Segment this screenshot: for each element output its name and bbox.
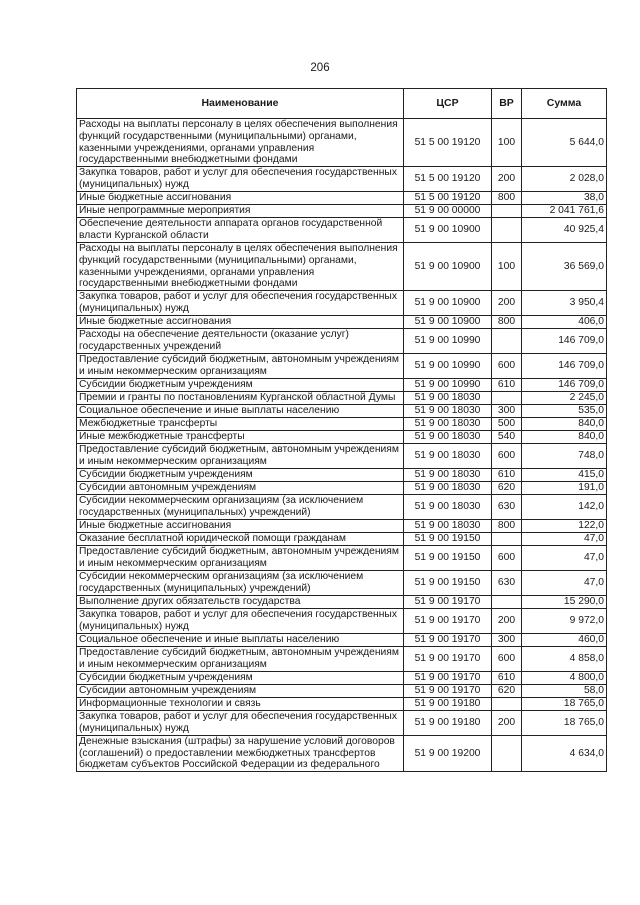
table-row bbox=[77, 711, 607, 736]
row-sum-cell: 142,0 bbox=[522, 495, 607, 520]
row-sum-cell: 40 925,4 bbox=[522, 218, 607, 243]
row-name-cell: Социальное обеспечение и иные выплаты населению bbox=[77, 405, 404, 418]
row-csr-cell: 51 9 00 10990 bbox=[404, 354, 492, 379]
row-sum-cell: 122,0 bbox=[522, 520, 607, 533]
row-csr-cell: 51 9 00 18030 bbox=[404, 431, 492, 444]
row-name-cell: Расходы на обеспечение деятельности (оказание услуг) государственных учреждений bbox=[77, 329, 404, 354]
row-name-cell: Иные бюджетные ассигнования bbox=[77, 192, 404, 205]
row-sum-cell: 36 569,0 bbox=[522, 243, 607, 291]
table-row bbox=[77, 167, 607, 192]
header-sum: Сумма bbox=[522, 89, 607, 119]
row-vr-cell: 200 bbox=[492, 711, 522, 736]
table-row bbox=[77, 495, 607, 520]
row-csr-cell: 51 9 00 19170 bbox=[404, 596, 492, 609]
row-name-cell: Субсидии бюджетным учреждениям bbox=[77, 672, 404, 685]
table-row bbox=[77, 119, 607, 167]
row-vr-cell: 610 bbox=[492, 672, 522, 685]
row-name-cell: Закупка товаров, работ и услуг для обеспечения государственных (муниципальных) нужд bbox=[77, 167, 404, 192]
row-sum-cell: 4 634,0 bbox=[522, 736, 607, 772]
row-csr-cell: 51 9 00 18030 bbox=[404, 469, 492, 482]
row-sum-cell: 18 765,0 bbox=[522, 698, 607, 711]
table-row bbox=[77, 431, 607, 444]
table-row bbox=[77, 218, 607, 243]
row-vr-cell bbox=[492, 392, 522, 405]
row-csr-cell: 51 5 00 19120 bbox=[404, 167, 492, 192]
row-sum-cell: 2 028,0 bbox=[522, 167, 607, 192]
table-row bbox=[77, 533, 607, 546]
row-vr-cell: 100 bbox=[492, 243, 522, 291]
row-csr-cell: 51 9 00 00000 bbox=[404, 205, 492, 218]
row-csr-cell: 51 9 00 18030 bbox=[404, 418, 492, 431]
row-sum-cell: 5 644,0 bbox=[522, 119, 607, 167]
row-vr-cell bbox=[492, 596, 522, 609]
row-name-cell: Предоставление субсидий бюджетным, автономным учреждениям и иным некоммерческим организациям bbox=[77, 354, 404, 379]
row-name-cell: Предоставление субсидий бюджетным, автономным учреждениям и иным некоммерческим организациям bbox=[77, 546, 404, 571]
row-name-cell: Иные бюджетные ассигнования bbox=[77, 520, 404, 533]
row-sum-cell: 38,0 bbox=[522, 192, 607, 205]
row-csr-cell: 51 9 00 19180 bbox=[404, 698, 492, 711]
table-row bbox=[77, 444, 607, 469]
table-row bbox=[77, 571, 607, 596]
row-sum-cell: 2 041 761,6 bbox=[522, 205, 607, 218]
row-name-cell: Обеспечение деятельности аппарата органов государственной власти Курганской области bbox=[77, 218, 404, 243]
row-name-cell: Субсидии некоммерческим организациям (за исключением государственных (муниципальных) учреждений) bbox=[77, 571, 404, 596]
row-csr-cell: 51 5 00 19120 bbox=[404, 119, 492, 167]
row-vr-cell: 300 bbox=[492, 405, 522, 418]
row-csr-cell: 51 9 00 18030 bbox=[404, 444, 492, 469]
row-vr-cell: 630 bbox=[492, 495, 522, 520]
row-vr-cell: 600 bbox=[492, 354, 522, 379]
row-sum-cell: 415,0 bbox=[522, 469, 607, 482]
row-csr-cell: 51 9 00 18030 bbox=[404, 495, 492, 520]
table-row bbox=[77, 243, 607, 291]
row-name-cell: Субсидии автономным учреждениям bbox=[77, 482, 404, 495]
row-sum-cell: 18 765,0 bbox=[522, 711, 607, 736]
table-row bbox=[77, 634, 607, 647]
row-name-cell: Информационные технологии и связь bbox=[77, 698, 404, 711]
table-row bbox=[77, 736, 607, 772]
row-csr-cell: 51 9 00 19170 bbox=[404, 609, 492, 634]
row-sum-cell: 406,0 bbox=[522, 316, 607, 329]
header-name: Наименование bbox=[77, 89, 404, 119]
row-csr-cell: 51 5 00 19120 bbox=[404, 192, 492, 205]
header-csr: ЦСР bbox=[404, 89, 492, 119]
row-sum-cell: 460,0 bbox=[522, 634, 607, 647]
row-vr-cell: 620 bbox=[492, 685, 522, 698]
row-vr-cell: 300 bbox=[492, 634, 522, 647]
row-vr-cell: 200 bbox=[492, 167, 522, 192]
row-vr-cell bbox=[492, 736, 522, 772]
row-csr-cell: 51 9 00 18030 bbox=[404, 520, 492, 533]
row-sum-cell: 4 800,0 bbox=[522, 672, 607, 685]
row-sum-cell: 2 245,0 bbox=[522, 392, 607, 405]
table-header-row bbox=[77, 89, 607, 119]
row-name-cell: Субсидии бюджетным учреждениям bbox=[77, 379, 404, 392]
row-sum-cell: 191,0 bbox=[522, 482, 607, 495]
row-sum-cell: 4 858,0 bbox=[522, 647, 607, 672]
table-row bbox=[77, 596, 607, 609]
table-row bbox=[77, 192, 607, 205]
row-vr-cell: 200 bbox=[492, 291, 522, 316]
row-vr-cell: 500 bbox=[492, 418, 522, 431]
budget-table bbox=[76, 88, 607, 772]
row-csr-cell: 51 9 00 19150 bbox=[404, 533, 492, 546]
row-csr-cell: 51 9 00 18030 bbox=[404, 405, 492, 418]
row-csr-cell: 51 9 00 10900 bbox=[404, 316, 492, 329]
row-vr-cell: 630 bbox=[492, 571, 522, 596]
row-vr-cell: 540 bbox=[492, 431, 522, 444]
row-name-cell: Денежные взыскания (штрафы) за нарушение условий договоров (соглашений) о предоставлении межбюджетных трансфертов бюджетам субъектов Российской Федерации из федерального bbox=[77, 736, 404, 772]
row-vr-cell: 200 bbox=[492, 609, 522, 634]
row-csr-cell: 51 9 00 19150 bbox=[404, 571, 492, 596]
table-row bbox=[77, 205, 607, 218]
table-row bbox=[77, 291, 607, 316]
table-row bbox=[77, 482, 607, 495]
row-vr-cell: 100 bbox=[492, 119, 522, 167]
table-row bbox=[77, 379, 607, 392]
row-sum-cell: 3 950,4 bbox=[522, 291, 607, 316]
row-csr-cell: 51 9 00 19170 bbox=[404, 634, 492, 647]
row-vr-cell: 600 bbox=[492, 444, 522, 469]
row-sum-cell: 840,0 bbox=[522, 431, 607, 444]
table-row bbox=[77, 609, 607, 634]
row-csr-cell: 51 9 00 19170 bbox=[404, 685, 492, 698]
table-row bbox=[77, 405, 607, 418]
table-row bbox=[77, 520, 607, 533]
row-vr-cell bbox=[492, 533, 522, 546]
row-name-cell: Иные бюджетные ассигнования bbox=[77, 316, 404, 329]
row-name-cell: Расходы на выплаты персоналу в целях обеспечения выполнения функций государственными (муниципальными) органами, казенными учреждениями, органами управления государственными внебюджетными фондами bbox=[77, 119, 404, 167]
row-csr-cell: 51 9 00 10990 bbox=[404, 329, 492, 354]
row-sum-cell: 15 290,0 bbox=[522, 596, 607, 609]
row-csr-cell: 51 9 00 10900 bbox=[404, 218, 492, 243]
row-csr-cell: 51 9 00 19200 bbox=[404, 736, 492, 772]
row-name-cell: Выполнение других обязательств государства bbox=[77, 596, 404, 609]
row-sum-cell: 47,0 bbox=[522, 533, 607, 546]
table-row bbox=[77, 354, 607, 379]
row-csr-cell: 51 9 00 18030 bbox=[404, 482, 492, 495]
row-name-cell: Субсидии некоммерческим организациям (за исключением государственных (муниципальных) учреждений) bbox=[77, 495, 404, 520]
row-vr-cell bbox=[492, 205, 522, 218]
row-name-cell: Субсидии автономным учреждениям bbox=[77, 685, 404, 698]
row-vr-cell: 800 bbox=[492, 520, 522, 533]
row-csr-cell: 51 9 00 19150 bbox=[404, 546, 492, 571]
row-name-cell: Расходы на выплаты персоналу в целях обеспечения выполнения функций государственными (муниципальными) органами, казенными учреждениями, органами управления государственными внебюджетными фондами bbox=[77, 243, 404, 291]
row-vr-cell: 800 bbox=[492, 192, 522, 205]
row-csr-cell: 51 9 00 10990 bbox=[404, 379, 492, 392]
row-vr-cell: 610 bbox=[492, 379, 522, 392]
row-vr-cell bbox=[492, 698, 522, 711]
row-name-cell: Иные непрограммные мероприятия bbox=[77, 205, 404, 218]
row-vr-cell bbox=[492, 218, 522, 243]
table-row bbox=[77, 546, 607, 571]
row-name-cell: Предоставление субсидий бюджетным, автономным учреждениям и иным некоммерческим организациям bbox=[77, 647, 404, 672]
row-name-cell: Социальное обеспечение и иные выплаты населению bbox=[77, 634, 404, 647]
row-vr-cell: 600 bbox=[492, 647, 522, 672]
table-row bbox=[77, 698, 607, 711]
row-sum-cell: 535,0 bbox=[522, 405, 607, 418]
table-row bbox=[77, 685, 607, 698]
row-sum-cell: 9 972,0 bbox=[522, 609, 607, 634]
table-row bbox=[77, 647, 607, 672]
row-csr-cell: 51 9 00 19180 bbox=[404, 711, 492, 736]
row-name-cell: Премии и гранты по постановлениям Курганской областной Думы bbox=[77, 392, 404, 405]
row-sum-cell: 146 709,0 bbox=[522, 354, 607, 379]
row-vr-cell: 620 bbox=[492, 482, 522, 495]
table-row bbox=[77, 316, 607, 329]
row-name-cell: Закупка товаров, работ и услуг для обеспечения государственных (муниципальных) нужд bbox=[77, 711, 404, 736]
row-sum-cell: 146 709,0 bbox=[522, 379, 607, 392]
row-name-cell: Закупка товаров, работ и услуг для обеспечения государственных (муниципальных) нужд bbox=[77, 609, 404, 634]
table-row bbox=[77, 672, 607, 685]
row-csr-cell: 51 9 00 18030 bbox=[404, 392, 492, 405]
row-csr-cell: 51 9 00 10900 bbox=[404, 243, 492, 291]
row-name-cell: Предоставление субсидий бюджетным, автономным учреждениям и иным некоммерческим организациям bbox=[77, 444, 404, 469]
row-csr-cell: 51 9 00 19170 bbox=[404, 672, 492, 685]
row-vr-cell bbox=[492, 329, 522, 354]
row-name-cell: Межбюджетные трансферты bbox=[77, 418, 404, 431]
row-name-cell: Субсидии бюджетным учреждениям bbox=[77, 469, 404, 482]
table-row bbox=[77, 418, 607, 431]
page-number: 206 bbox=[310, 62, 330, 74]
row-sum-cell: 840,0 bbox=[522, 418, 607, 431]
row-sum-cell: 146 709,0 bbox=[522, 329, 607, 354]
row-csr-cell: 51 9 00 19170 bbox=[404, 647, 492, 672]
row-sum-cell: 47,0 bbox=[522, 546, 607, 571]
row-csr-cell: 51 9 00 10900 bbox=[404, 291, 492, 316]
row-vr-cell: 800 bbox=[492, 316, 522, 329]
table-row bbox=[77, 392, 607, 405]
row-vr-cell: 610 bbox=[492, 469, 522, 482]
table-body bbox=[77, 119, 607, 772]
row-sum-cell: 58,0 bbox=[522, 685, 607, 698]
row-vr-cell: 600 bbox=[492, 546, 522, 571]
row-sum-cell: 47,0 bbox=[522, 571, 607, 596]
row-name-cell: Иные межбюджетные трансферты bbox=[77, 431, 404, 444]
row-name-cell: Оказание бесплатной юридической помощи гражданам bbox=[77, 533, 404, 546]
table-row bbox=[77, 329, 607, 354]
row-name-cell: Закупка товаров, работ и услуг для обеспечения государственных (муниципальных) нужд bbox=[77, 291, 404, 316]
table-row bbox=[77, 469, 607, 482]
row-sum-cell: 748,0 bbox=[522, 444, 607, 469]
header-vr: ВР bbox=[492, 89, 522, 119]
